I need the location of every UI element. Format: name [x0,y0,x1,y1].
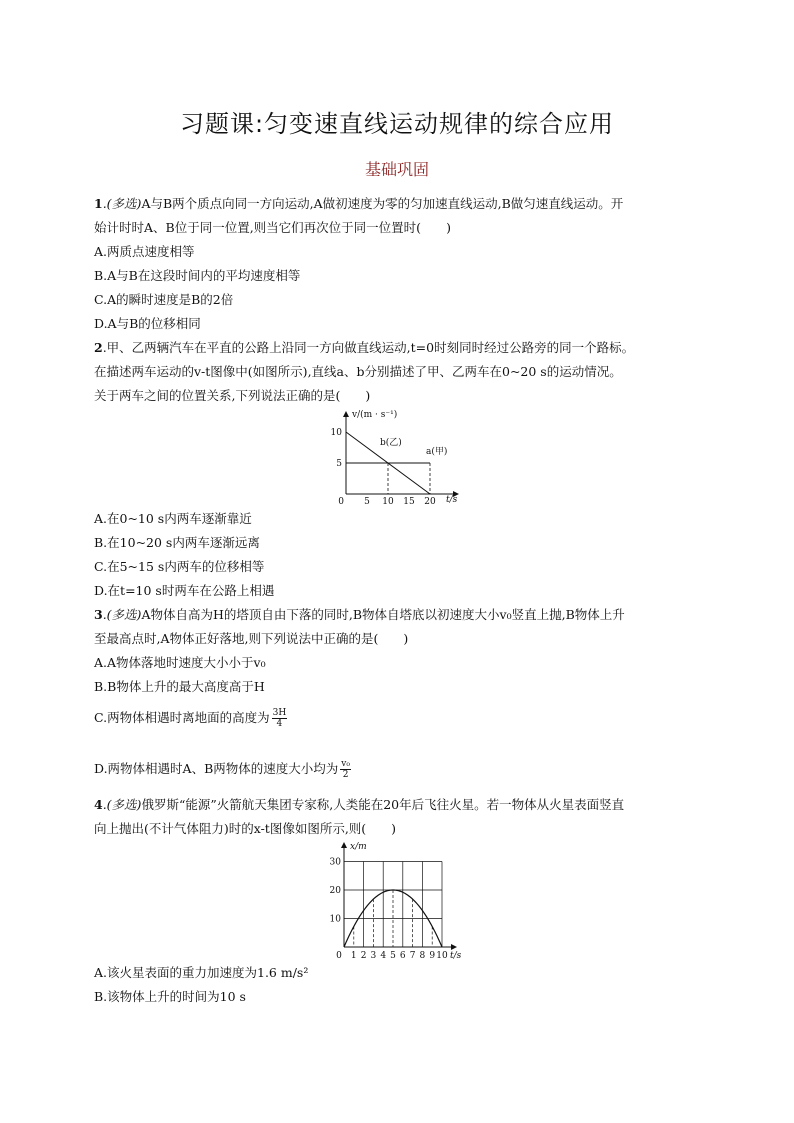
q3-option-a: A.A物体落地时速度大小小于v₀ [94,655,266,670]
q3-stem-text1: A物体自高为H的塔顶自由下落的同时,B物体自塔底以初速度大小v₀竖直上抛,B物体上升 [141,607,625,622]
q4-x-tick-10: 10 [436,951,448,961]
q2-stem-line1 [94,340,634,356]
q1-option-c: C.A的瞬时速度是B的2倍 [94,292,234,307]
q2-stem-line2: 在描述两车运动的v-t图像中(如图所示),直线a、b分别描述了甲、乙两车在0~20 s的运动情况。 [94,364,622,379]
page-title: 习题课:匀变速直线运动规律的综合应用 [179,110,615,138]
q2-x-axis-label: t/s [446,495,458,504]
q2-y-tick-1: 5 [336,459,342,469]
q1-tag: .(多选) [102,196,142,211]
q3-option-c-text: C.两物体相遇时离地面的高度为 [94,710,270,725]
q1-stem-line1 [94,196,623,212]
q4-y-axis-label: x/m [350,842,367,852]
q3-stem-line1 [94,607,625,623]
q2-x-tick-4: 20 [424,497,436,504]
q4-tag: .(多选) [102,797,142,812]
q4-stem-line2: 向上抛出(不计气体阻力)时的x-t图像如图所示,则( ) [94,821,397,836]
q2-y-tick-0: 10 [330,428,342,438]
q4-stem-line1 [94,797,624,813]
q2-vt-graph [330,408,470,504]
q1-stem-line2: 始计时时A、B位于同一位置,则当它们再次位于同一位置时( ) [94,220,451,235]
q4-y-tick-2: 10 [329,914,341,925]
section-heading: 基础巩固 [364,160,429,179]
q3-option-c-denominator: 4 [276,719,283,729]
q4-x-tick-9: 9 [429,951,436,961]
q2-option-d: D.在t=10 s时两车在公路上相遇 [94,583,275,598]
q2-line-a-label: a(甲) [426,447,448,457]
q1-option-a: A.两质点速度相等 [94,244,195,259]
q3-option-c-numerator: 3H [272,708,287,718]
q4-x-tick-3: 3 [370,951,377,961]
q3-option-d-denominator: 2 [342,770,349,780]
q3-stem-line2: 至最高点时,A物体正好落地,则下列说法中正确的是( ) [94,631,409,646]
q4-x-tick-8: 8 [419,951,426,961]
q4-option-b: B.该物体上升的时间为10 s [94,989,246,1004]
q4-x-tick-2: 2 [360,951,367,961]
q2-x-tick-3: 15 [403,497,415,504]
q4-y-tick-1: 20 [329,886,341,896]
q3-option-d-text: D.两物体相遇时A、B两物体的速度大小均为 [94,761,339,776]
q3-option-c-fraction [272,708,288,729]
q2-stem-text1: .甲、乙两辆汽车在平直的公路上沿同一方向做直线运动,t=0时刻同时经过公路旁的同一个路标。 [102,340,635,355]
q1-option-d: D.A与B的位移相同 [94,316,201,331]
q2-y-axis-label: v/(m · s⁻¹) [352,410,398,420]
q3-option-d-fraction [340,759,351,780]
q4-stem-text1: 俄罗斯“能源”火箭航天集团专家称,人类能在20年后飞往火星。若一物体从火星表面竖直 [141,797,625,812]
q4-x-tick-5: 5 [390,951,396,961]
q3-tag: .(多选) [102,607,142,622]
q3-option-d-numerator: v₀ [341,759,350,769]
q3-option-b: B.B物体上升的最大高度高于H [94,679,265,694]
q4-number: 4 [94,797,103,812]
q4-y-tick-0: 30 [329,857,341,868]
q2-option-a: A.在0~10 s内两车逐渐靠近 [94,511,252,526]
q2-option-c: C.在5~15 s内两车的位移相等 [94,559,265,574]
q4-option-a: A.该火星表面的重力加速度为1.6 m/s² [94,965,309,980]
q3-option-d [94,759,351,780]
q2-line-b-label: b(乙) [380,438,402,448]
q3-option-c [94,708,287,729]
q4-x-tick-0: 0 [336,951,342,961]
q2-stem-line3: 关于两车之间的位置关系,下列说法正确的是( ) [94,388,371,403]
q2-number: 2 [94,340,103,355]
q2-x-tick-1: 5 [364,497,370,504]
q2-option-b: B.在10~20 s内两车逐渐远离 [94,535,260,550]
q1-option-b: B.A与B在这段时间内的平均速度相等 [94,268,301,283]
q1-number: 1 [94,196,103,211]
q4-xt-graph [326,839,474,961]
q3-number: 3 [94,607,103,622]
q4-x-tick-6: 6 [399,951,406,961]
q1-stem-text1: A与B两个质点向同一方向运动,A做初速度为零的匀加速直线运动,B做匀速直线运动。开 [141,196,624,211]
q4-x-tick-1: 1 [350,951,357,961]
q4-x-axis-label: t/s [450,951,462,961]
q4-x-tick-7: 7 [409,951,416,961]
q2-x-tick-0: 0 [338,497,344,504]
q2-x-tick-2: 10 [382,497,394,504]
q4-x-tick-4: 4 [380,951,387,961]
